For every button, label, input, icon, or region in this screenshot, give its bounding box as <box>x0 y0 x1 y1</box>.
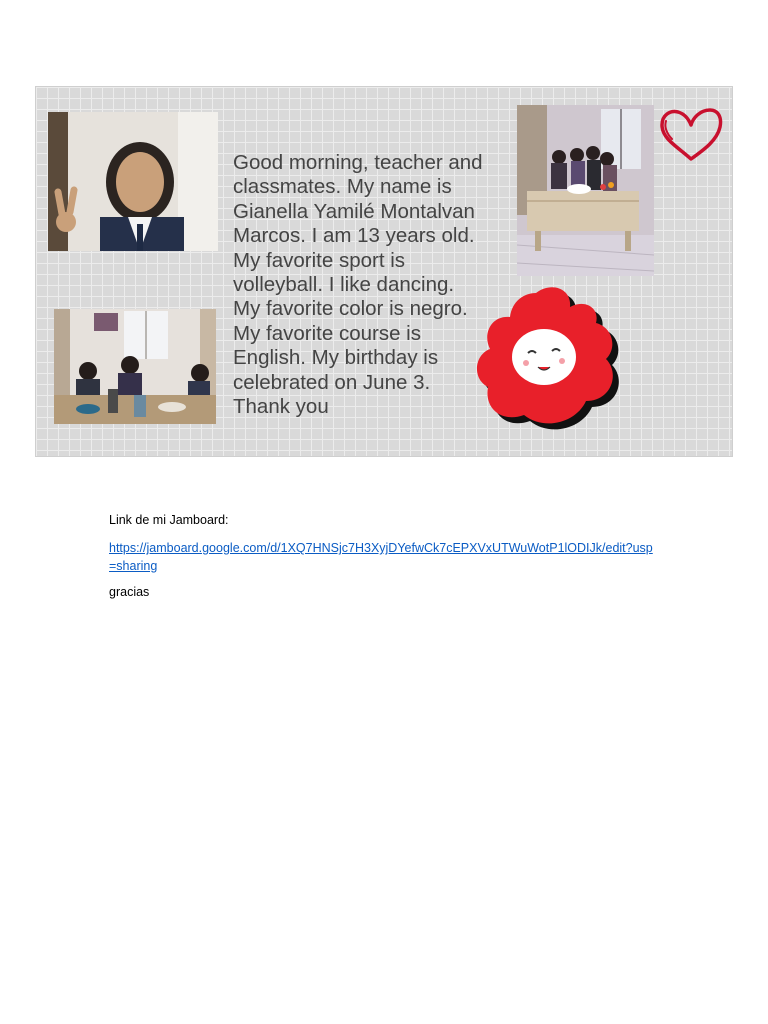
closing-text: gracias <box>109 585 150 599</box>
jamboard-image <box>35 86 733 457</box>
intro-text: Good morning, teacher and classmates. My name is Gianella Yamilé Montalvan Marcos. I am 13 years old. My favorite sport is volleyball. I like dancing. My favorite color is negro. My favorite course is English. My birthday is celebrated on June 3. Thank you <box>233 151 483 419</box>
link-label: Link de mi Jamboard: <box>109 513 229 527</box>
mascot-sticker <box>472 283 636 443</box>
heart-drawing <box>658 107 724 165</box>
selfie-photo <box>48 112 218 251</box>
birthday-photo <box>517 105 654 276</box>
jamboard-link[interactable]: https://jamboard.google.com/d/1XQ7HNSjc7H3XyjDYefwCk7cEPXVxUTWuWotP1lODIJk/edit?usp=sharing <box>109 541 653 573</box>
document-body <box>109 512 669 601</box>
family-meal-photo <box>54 309 216 424</box>
